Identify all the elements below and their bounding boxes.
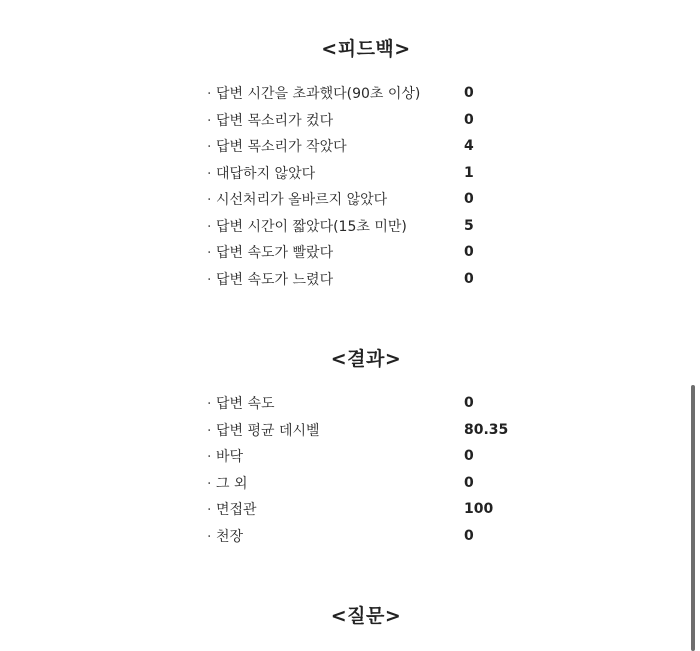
feedback-item-value: 0	[464, 85, 474, 102]
feedback-item-label: · 답변 속도가 느렸다	[207, 269, 464, 289]
result-item-floor	[207, 443, 508, 470]
result-item-value: 0	[464, 395, 474, 412]
feedback-item-value: 0	[464, 270, 474, 287]
feedback-item-gaze	[207, 186, 474, 213]
result-item-label: · 답변 속도	[207, 393, 464, 413]
feedback-item-label: · 답변 속도가 빨랐다	[207, 242, 464, 262]
result-item-interviewer	[207, 496, 508, 523]
result-item-value: 0	[464, 448, 474, 465]
feedback-item-value: 4	[464, 138, 474, 155]
feedback-item-fast-speed	[207, 239, 474, 266]
result-title: <결과>	[330, 348, 402, 370]
question-title: <질문>	[330, 605, 402, 627]
result-item-other	[207, 470, 508, 497]
result-item-ceiling	[207, 523, 508, 550]
feedback-item-value: 0	[464, 191, 474, 208]
feedback-item-value: 1	[464, 164, 474, 181]
feedback-item-label: · 답변 목소리가 작았다	[207, 136, 464, 156]
result-item-label: · 면접관	[207, 499, 464, 519]
result-item-label: · 답변 평균 데시벨	[207, 420, 464, 440]
feedback-item-loud-voice	[207, 107, 474, 134]
feedback-item-label: · 답변 시간이 짧았다(15초 미만)	[207, 216, 464, 236]
result-item-label: · 천장	[207, 526, 464, 546]
feedback-item-quiet-voice	[207, 133, 474, 160]
feedback-item-value: 0	[464, 111, 474, 128]
feedback-item-overtime	[207, 80, 474, 107]
feedback-item-label: · 대답하지 않았다	[207, 163, 464, 183]
feedback-item-no-answer	[207, 160, 474, 187]
feedback-item-value: 5	[464, 217, 474, 234]
result-item-value: 0	[464, 527, 474, 544]
feedback-item-short-answer	[207, 213, 474, 240]
result-item-label: · 그 외	[207, 473, 464, 493]
feedback-item-label: · 답변 목소리가 컸다	[207, 110, 464, 130]
result-item-value: 80.35	[464, 421, 509, 438]
feedback-item-slow-speed	[207, 266, 474, 293]
result-item-label: · 바닥	[207, 446, 464, 466]
scrollbar[interactable]	[691, 385, 695, 651]
feedback-list	[207, 80, 474, 292]
result-item-value: 100	[464, 501, 494, 518]
result-item-answer-speed	[207, 390, 508, 417]
feedback-item-label: · 시선처리가 올바르지 않았다	[207, 189, 464, 209]
result-list	[207, 390, 508, 549]
result-item-value: 0	[464, 474, 474, 491]
feedback-item-value: 0	[464, 244, 474, 261]
feedback-item-label: · 답변 시간을 초과했다(90초 이상)	[207, 83, 464, 103]
feedback-title: <피드백>	[321, 38, 411, 60]
result-item-avg-decibel	[207, 417, 508, 444]
